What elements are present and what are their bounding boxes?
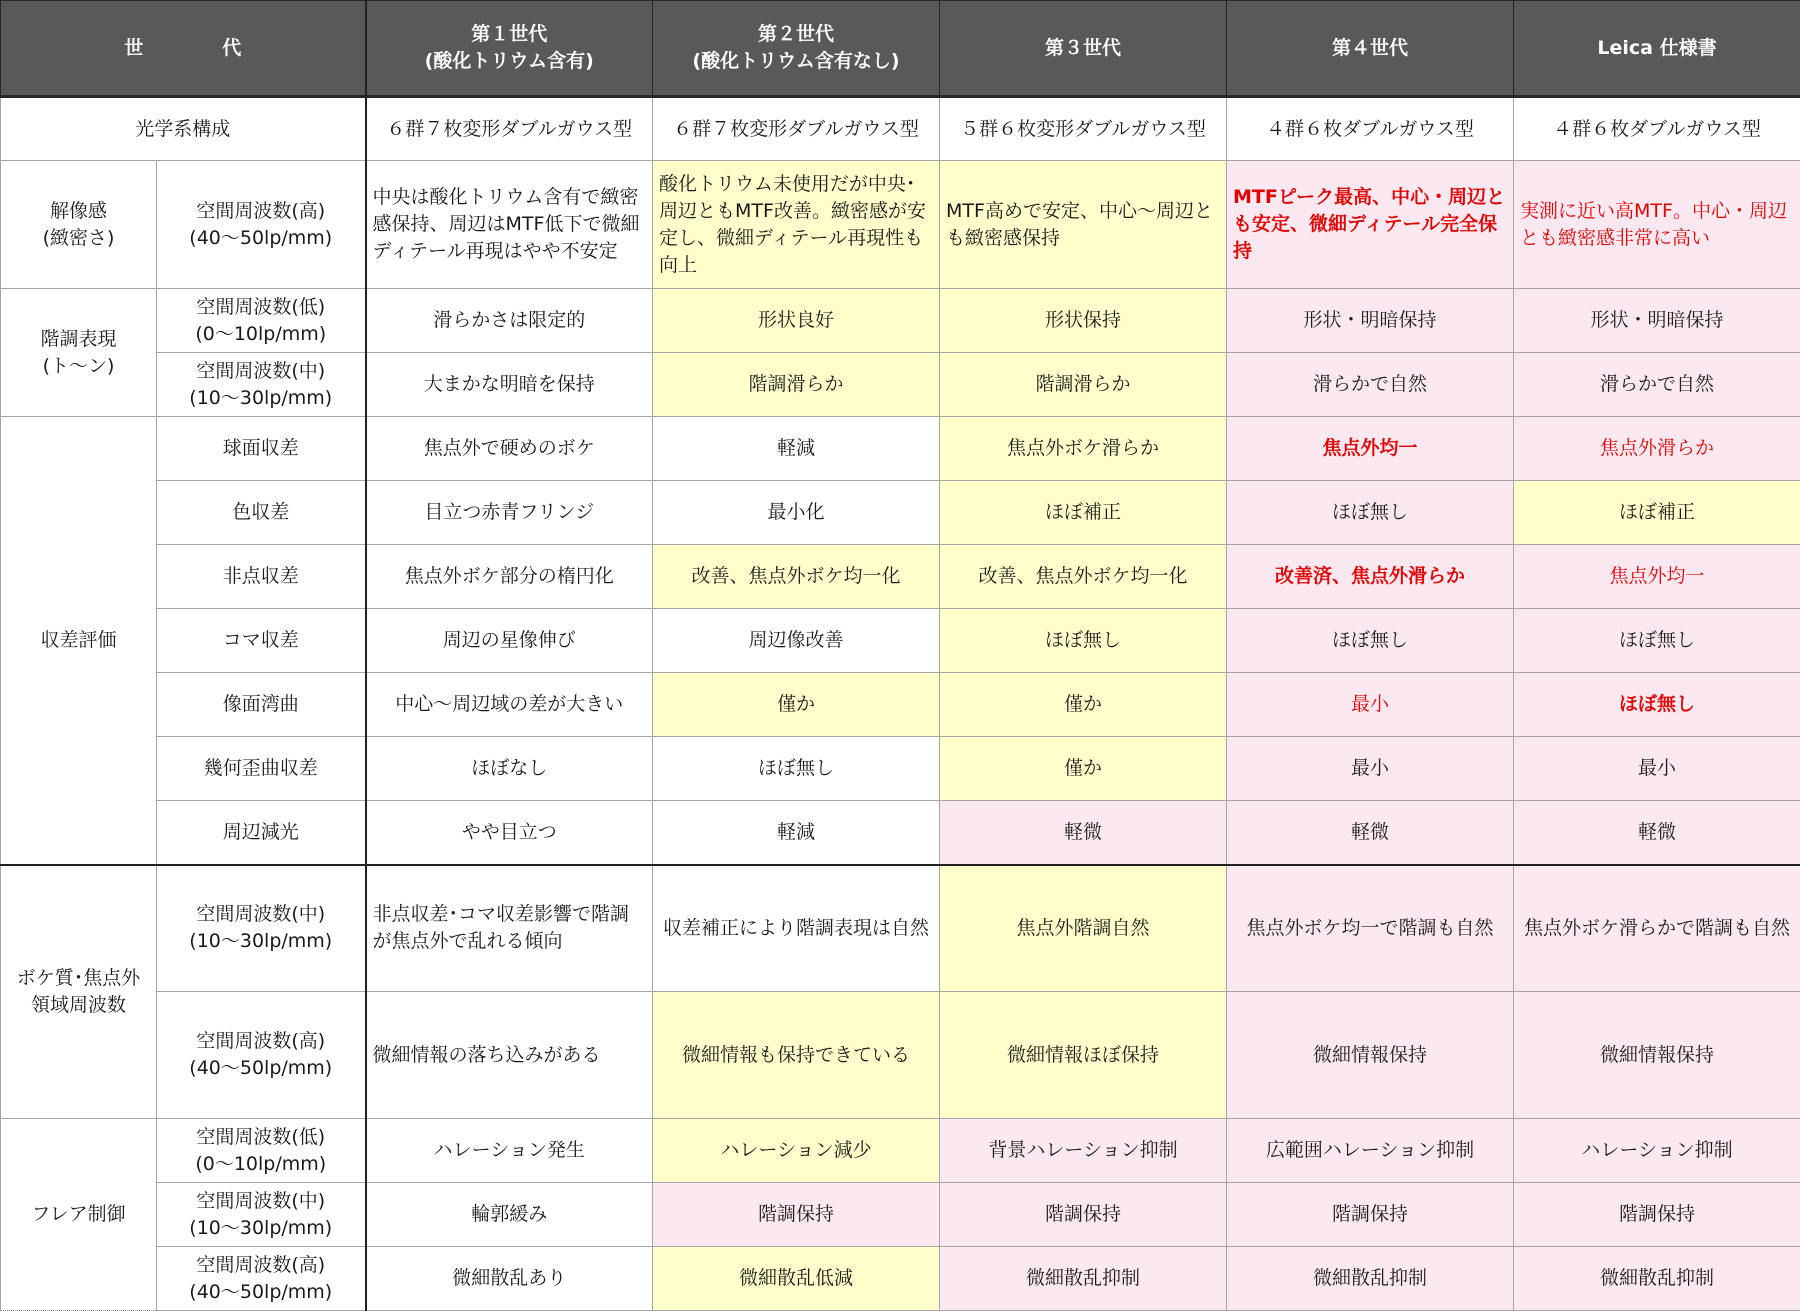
sub-label	[157, 353, 366, 417]
sub-label: 色収差	[157, 481, 366, 545]
cell: 微細散乱あり	[366, 1247, 653, 1311]
row-flare-mid	[1, 1183, 1800, 1247]
row-tone-low	[1, 289, 1800, 353]
header-gen2	[653, 1, 940, 97]
row-spherical	[1, 417, 1800, 481]
cell: 形状・明暗保持	[1514, 289, 1800, 353]
cell: 形状良好	[653, 289, 940, 353]
sub-label-range: (0～10lp/mm)	[195, 322, 327, 345]
header-gen1	[366, 1, 653, 97]
cell: 微細散乱抑制	[1514, 1247, 1800, 1311]
header-gen1-note: (酸化トリウム含有)	[424, 50, 594, 72]
cell: 形状保持	[940, 289, 1227, 353]
sub-label: 周辺減光	[157, 801, 366, 865]
cell: 微細散乱抑制	[1227, 1247, 1514, 1311]
cell: ほぼ無し	[653, 737, 940, 801]
sub-label-range: (40～50lp/mm)	[189, 226, 333, 249]
row-astigmatism	[1, 545, 1800, 609]
row-flare-low	[1, 1119, 1800, 1183]
cell: 広範囲ハレーション抑制	[1227, 1119, 1514, 1183]
cell: 階調保持	[1227, 1183, 1514, 1247]
category-resolution	[1, 161, 157, 289]
optics-label: 光学系構成	[1, 97, 366, 161]
cell: 輪郭緩み	[366, 1183, 653, 1247]
row-distortion	[1, 737, 1800, 801]
cell: 目立つ赤青フリンジ	[366, 481, 653, 545]
sub-label-range: (0～10lp/mm)	[195, 1152, 327, 1175]
cell: 階調保持	[940, 1183, 1227, 1247]
sub-label-range: (10～30lp/mm)	[189, 930, 333, 953]
header-gen2-title: 第２世代	[758, 23, 835, 45]
cell: 焦点外均一	[1227, 417, 1514, 481]
sub-label	[157, 289, 366, 353]
cell: 焦点外滑らか	[1514, 417, 1800, 481]
cell: ほぼ無し	[1227, 481, 1514, 545]
sub-label-range: (40～50lp/mm)	[189, 1057, 333, 1079]
sub-label-main: 空間周波数(低)	[196, 295, 326, 318]
category-aberration: 収差評価	[1, 417, 157, 865]
cell: 大まかな明暗を保持	[366, 353, 653, 417]
cell: ハレーション抑制	[1514, 1119, 1800, 1183]
header-row	[1, 1, 1800, 97]
cell: ハレーション発生	[366, 1119, 653, 1183]
row-tone-mid	[1, 353, 1800, 417]
sub-label: 球面収差	[157, 417, 366, 481]
cell: MTF高めで安定、中心～周辺とも緻密感保持	[940, 161, 1227, 289]
cell: 階調滑らか	[940, 353, 1227, 417]
cell: 軽微	[1227, 801, 1514, 865]
cell: 僅か	[940, 737, 1227, 801]
row-flare-high	[1, 1247, 1800, 1311]
cell: 滑らかで自然	[1227, 353, 1514, 417]
sub-label-main: 空間周波数(高)	[196, 199, 326, 222]
cell: 収差補正により階調表現は自然	[653, 865, 940, 992]
cell: ほぼ無し	[1514, 673, 1800, 737]
header-gen4: 第４世代	[1227, 1, 1514, 97]
cell: ほぼなし	[366, 737, 653, 801]
cell: 中心～周辺域の差が大きい	[366, 673, 653, 737]
category-sublabel: (緻密さ)	[42, 226, 115, 249]
cell: 周辺像改善	[653, 609, 940, 673]
cell: 焦点外ボケ均一で階調も自然	[1227, 865, 1514, 992]
sub-label: コマ収差	[157, 609, 366, 673]
cell: 最小化	[653, 481, 940, 545]
sub-label: 非点収差	[157, 545, 366, 609]
header-gen2-note: (酸化トリウム含有なし)	[692, 50, 900, 72]
cell: 微細散乱低減	[653, 1247, 940, 1311]
sub-label-main: 空間周波数(高)	[196, 1030, 326, 1052]
category-label: 解像感	[49, 199, 107, 222]
row-coma	[1, 609, 1800, 673]
cell: 焦点外で硬めのボケ	[366, 417, 653, 481]
cell: ハレーション減少	[653, 1119, 940, 1183]
cell: 微細情報の落ち込みがある	[366, 992, 653, 1119]
cell: 微細情報保持	[1514, 992, 1800, 1119]
row-field-curvature	[1, 673, 1800, 737]
cell: ４群６枚ダブルガウス型	[1227, 97, 1514, 161]
cell: ５群６枚変形ダブルガウス型	[940, 97, 1227, 161]
cell: 形状・明暗保持	[1227, 289, 1514, 353]
cell: 階調保持	[1514, 1183, 1800, 1247]
category-sublabel: 領域周波数	[30, 993, 126, 1016]
cell: 微細散乱抑制	[940, 1247, 1227, 1311]
cell: ６群７枚変形ダブルガウス型	[653, 97, 940, 161]
sub-label	[157, 1247, 366, 1311]
cell: やや目立つ	[366, 801, 653, 865]
sub-label: 幾何歪曲収差	[157, 737, 366, 801]
sub-label	[157, 865, 366, 992]
sub-label: 像面湾曲	[157, 673, 366, 737]
cell: 階調保持	[653, 1183, 940, 1247]
sub-label	[157, 1119, 366, 1183]
cell: ほぼ無し	[1227, 609, 1514, 673]
cell: 軽減	[653, 417, 940, 481]
cell: 最小	[1227, 673, 1514, 737]
cell: 最小	[1514, 737, 1800, 801]
category-label: 階調表現	[40, 327, 117, 350]
sub-label-main: 空間周波数(中)	[196, 1189, 326, 1212]
cell: ６群７枚変形ダブルガウス型	[366, 97, 653, 161]
cell: 階調滑らか	[653, 353, 940, 417]
cell: 改善、焦点外ボケ均一化	[653, 545, 940, 609]
cell: 改善、焦点外ボケ均一化	[940, 545, 1227, 609]
category-flare: フレア制御	[1, 1119, 157, 1311]
row-optics	[1, 97, 1800, 161]
cell: ほぼ補正	[1514, 481, 1800, 545]
cell: 軽微	[940, 801, 1227, 865]
sub-label-range: (10～30lp/mm)	[189, 386, 333, 409]
cell: 滑らかで自然	[1514, 353, 1800, 417]
cell: 改善済、焦点外滑らか	[1227, 545, 1514, 609]
cell: 僅か	[653, 673, 940, 737]
cell: 中央は酸化トリウム含有で緻密感保持、周辺はMTF低下で微細ディテール再現はやや不安定	[366, 161, 653, 289]
sub-label	[157, 1183, 366, 1247]
cell: 微細情報保持	[1227, 992, 1514, 1119]
sub-label	[157, 992, 366, 1119]
sub-label-main: 空間周波数(中)	[196, 359, 326, 382]
sub-label-main: 空間周波数(低)	[196, 1125, 326, 1148]
cell: 背景ハレーション抑制	[940, 1119, 1227, 1183]
row-bokeh-high	[1, 992, 1800, 1119]
cell: 軽微	[1514, 801, 1800, 865]
cell: 焦点外ボケ滑らか	[940, 417, 1227, 481]
cell: 最小	[1227, 737, 1514, 801]
sub-label-range: (40～50lp/mm)	[189, 1280, 333, 1303]
category-sublabel: (ト～ン)	[42, 354, 115, 377]
sub-label-range: (10～30lp/mm)	[189, 1216, 333, 1239]
row-bokeh-mid	[1, 865, 1800, 992]
cell: 周辺の星像伸び	[366, 609, 653, 673]
category-tone	[1, 289, 157, 417]
cell: 酸化トリウム未使用だが中央･周辺ともMTF改善。緻密感が安定し、微細ディテール再現性も向上	[653, 161, 940, 289]
cell: 焦点外均一	[1514, 545, 1800, 609]
header-leica-spec: Leica 仕様書	[1514, 1, 1800, 97]
cell: 焦点外階調自然	[940, 865, 1227, 992]
cell: 軽減	[653, 801, 940, 865]
sub-label-main: 空間周波数(高)	[196, 1253, 326, 1276]
cell: 滑らかさは限定的	[366, 289, 653, 353]
cell: 微細情報ほぼ保持	[940, 992, 1227, 1119]
cell: ほぼ無し	[940, 609, 1227, 673]
sub-label	[157, 161, 366, 289]
cell: 非点収差･コマ収差影響で階調が焦点外で乱れる傾向	[366, 865, 653, 992]
sub-label-main: 空間周波数(中)	[196, 903, 326, 926]
header-gen1-title: 第１世代	[471, 23, 548, 45]
cell: ４群６枚ダブルガウス型	[1514, 97, 1800, 161]
cell: ほぼ無し	[1514, 609, 1800, 673]
cell: MTFピーク最高、中心・周辺とも安定、微細ディテール完全保持	[1227, 161, 1514, 289]
cell: ほぼ補正	[940, 481, 1227, 545]
cell: 僅か	[940, 673, 1227, 737]
header-generation: 世 代	[1, 1, 366, 97]
header-gen3: 第３世代	[940, 1, 1227, 97]
cell: 微細情報も保持できている	[653, 992, 940, 1119]
cell: 実測に近い高MTF。中心・周辺とも緻密感非常に高い	[1514, 161, 1800, 289]
cell: 焦点外ボケ滑らかで階調も自然	[1514, 865, 1800, 992]
category-label: ボケ質･焦点外	[16, 966, 141, 989]
cell: 焦点外ボケ部分の楕円化	[366, 545, 653, 609]
category-bokeh	[1, 865, 157, 1119]
row-vignetting	[1, 801, 1800, 865]
row-chromatic	[1, 481, 1800, 545]
row-resolution	[1, 161, 1800, 289]
